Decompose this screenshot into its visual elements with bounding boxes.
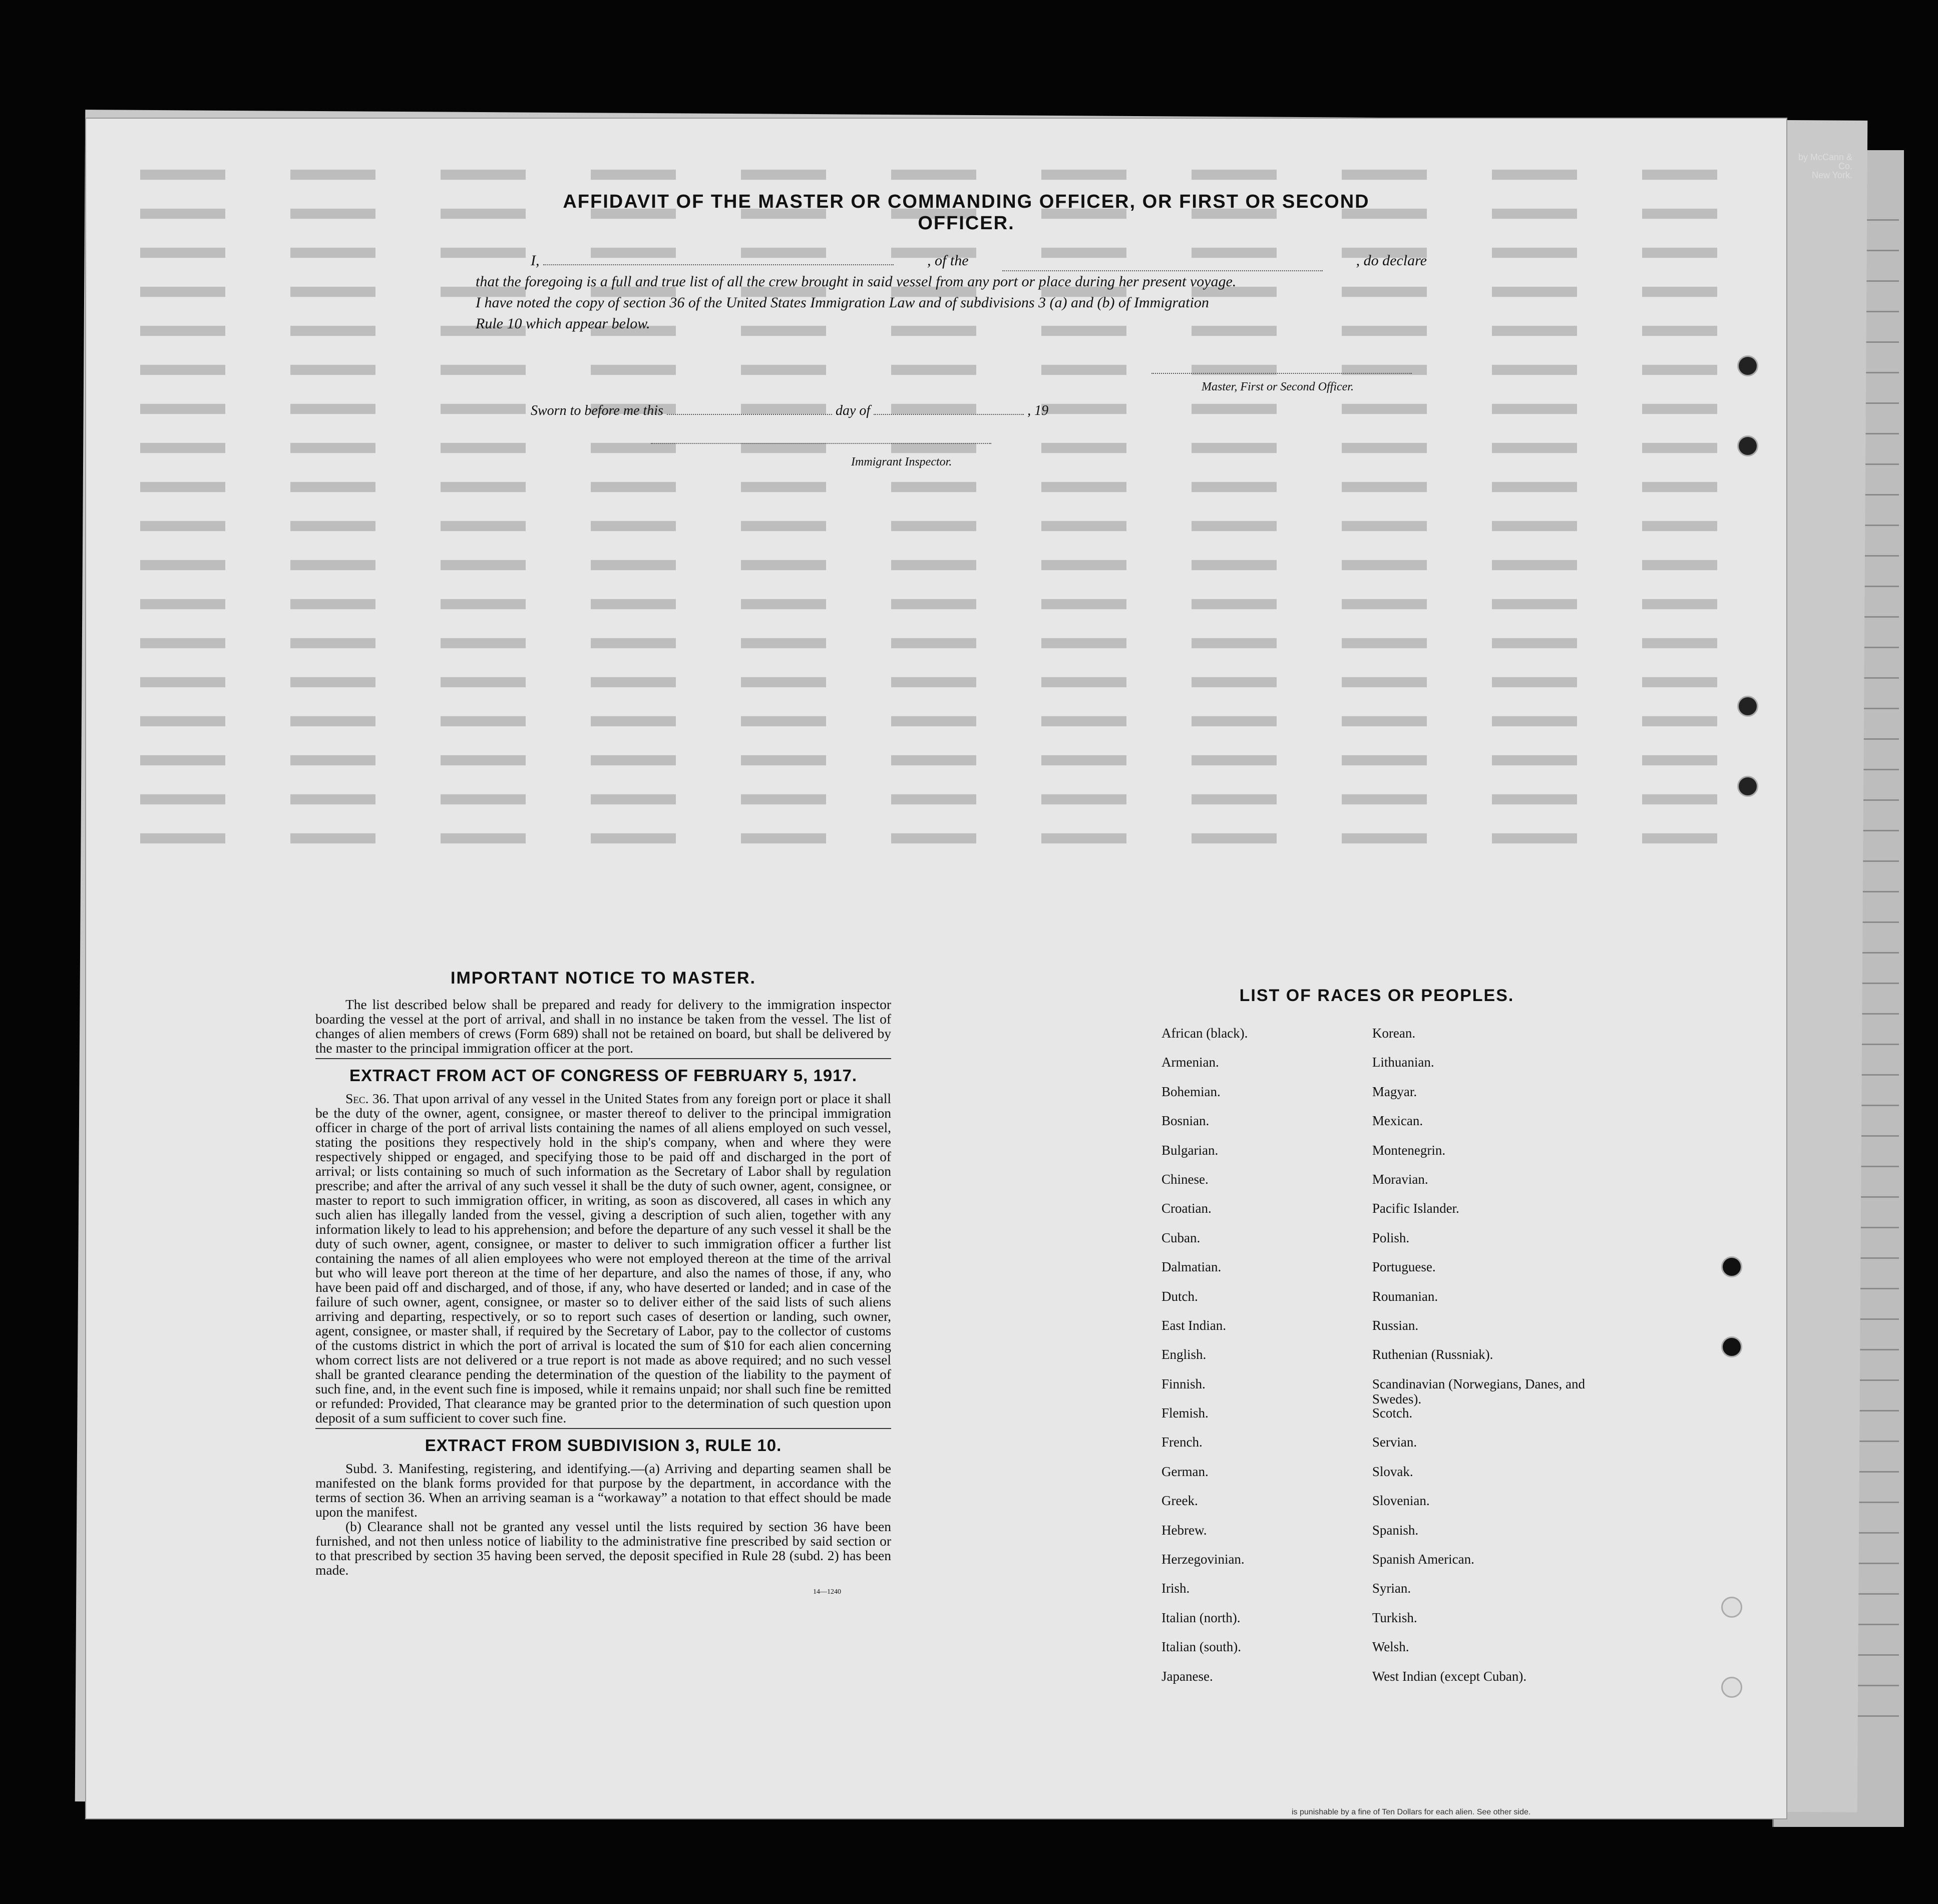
notice-title: IMPORTANT NOTICE TO MASTER. — [451, 969, 756, 988]
race-item: Finnish. — [1161, 1376, 1206, 1391]
race-item: Japanese. — [1161, 1668, 1213, 1684]
race-item: Scandinavian (Norwegians, Danes, and Swedes). — [1372, 1376, 1585, 1406]
race-item: Servian. — [1372, 1435, 1417, 1450]
race-item: Slovak. — [1372, 1464, 1413, 1479]
race-item: Cuban. — [1161, 1230, 1201, 1245]
races-column-b — [1372, 1026, 1602, 1698]
race-item: Montenegrin. — [1372, 1142, 1446, 1158]
vessel-blank[interactable] — [1002, 250, 1323, 271]
race-item: Bulgarian. — [1161, 1142, 1219, 1158]
affidavit-declare: , do declare — [1356, 252, 1427, 269]
race-item: Pacific Islander. — [1372, 1201, 1459, 1216]
race-item: German. — [1161, 1464, 1209, 1479]
race-item: Turkish. — [1372, 1610, 1417, 1625]
binder-hole — [1721, 1597, 1742, 1618]
affidavit-of-the: , of the — [927, 252, 969, 269]
binder-hole — [1721, 1256, 1742, 1277]
race-item: Roumanian. — [1372, 1288, 1438, 1304]
races-column-a — [1151, 1026, 1372, 1698]
affidavit-line-2: that the foregoing is a full and true list of all the crew brought in said vessel from any port or place during her present voyage. — [476, 273, 1237, 290]
race-item: Greek. — [1161, 1493, 1198, 1509]
binder-hole — [1737, 435, 1758, 456]
subdivision-b: (b) Clearance shall not be granted any vessel until the lists required by section 36 have been furnished, and not then unless notice of liability to the administrative fine prescribed by said section or to that prescribed by section 35 having been served, the deposit specified in Rule 28 (subd. 2) has been made. — [315, 1519, 891, 1578]
race-item: East Indian. — [1161, 1317, 1226, 1333]
race-item: Italian (south). — [1161, 1639, 1241, 1655]
act-body: That upon arrival of any vessel in the United States from any foreign port or place it shall be the duty of the owner, agent, consignee, or master thereof to deliver to the principal immigration officer in charge of the port of arrival lists containing the names of all aliens employed on such vessel, stating the positions they respectively hold in the ship's company, when and where they were respectively shipped or engaged, and specifying those to be paid off and discharged in the port of arrival; or lists containing so much of such information as the Secretary of Labor shall by regulation prescribe; and after the arrival of any such vessel it shall be the duty of such owner, agent, consignee, or master to report to such immigration officer, in writing, as soon as discovered, all cases in which any such alien has illegally landed from the vessel, giving a description of such alien, together with any information likely to lead to his apprehension; and before the departure of any such vessel it shall be the duty of such owner, agent, consignee, or master to deliver to such immigration officer a further list containing the names of all alien employees who were not employed thereon at the time of the arrival but who will leave port thereon at the time of her departure, and also the names of those, if any, who have been paid off and discharged, and of those, if any, who have deserted or landed; and in case of the failure of such owner, agent, consignee, or master so to deliver either of the said lists of such aliens arriving and departing, respectively, or so to report such cases of desertion or landing, such owner, agent, consignee, or master shall, if required by the Secretary of Labor, pay to the collector of customs of the customs district in which the port of arrival is located the sum of $10 for each alien concerning whom correct lists are not delivered or a true report is not made as above required; and no such vessel shall be granted clearance pending the determination of the question of the liability to the payment of such fine, and, in the event such fine is imposed, while it remains unpaid; nor shall such fine be remitted or refunded: Provided, That clearance may be granted prior to the determination of such question upon deposit of a sum sufficient to cover such fine. — [315, 1091, 892, 1425]
race-item: Croatian. — [1161, 1201, 1212, 1216]
divider — [315, 1058, 891, 1059]
subdivision-a: Subd. 3. Manifesting, registering, and identifying.—(a) Arriving and departing seamen shall be manifested on the blank forms provided for that purpose by the department, in accordance with the terms of section 36. When an arriving seaman is a “workaway” a notation to that effect should be made upon the manifest. — [315, 1461, 891, 1520]
race-item: Bosnian. — [1161, 1113, 1210, 1129]
race-item: Dalmatian. — [1161, 1259, 1222, 1275]
sworn-date-blank[interactable] — [667, 414, 832, 415]
sworn-line — [531, 400, 1131, 421]
act-section-36 — [315, 1091, 891, 1425]
binder-hole — [1737, 776, 1758, 797]
race-item: Polish. — [1372, 1230, 1410, 1245]
signature-blank[interactable] — [1151, 373, 1412, 374]
affidavit-i: I, — [531, 252, 540, 269]
inspector-label: Immigrant Inspector. — [851, 455, 952, 468]
affidavit-line-4: Rule 10 which appear below. — [476, 315, 650, 332]
race-item: Spanish American. — [1372, 1552, 1474, 1567]
race-item: West Indian (except Cuban). — [1372, 1668, 1527, 1684]
race-item: Mexican. — [1372, 1113, 1423, 1129]
binder-hole — [1721, 1677, 1742, 1698]
races-title: LIST OF RACES OR PEOPLES. — [1239, 986, 1514, 1005]
sworn-year: , 19 — [1027, 403, 1049, 418]
race-item: English. — [1161, 1347, 1207, 1362]
race-item: Russian. — [1372, 1317, 1419, 1333]
act-sec-label: Sec. 36. — [345, 1091, 390, 1106]
race-item: Korean. — [1372, 1026, 1416, 1041]
race-item: Welsh. — [1372, 1639, 1409, 1655]
notice-body: The list described below shall be prepared and ready for delivery to the immigration inspector boarding the vessel at the port of arrival, and shall in no instance be taken from the vessel. The list of changes of alien members of crews (Form 689) shall not be retained on board, but shall be delivered by the master to the principal immigration officer at the port. — [315, 997, 891, 1056]
affidavit-block — [476, 250, 1427, 468]
race-item: Italian (north). — [1161, 1610, 1241, 1625]
form-number: 14—1240 — [813, 1588, 841, 1596]
race-item: Armenian. — [1161, 1055, 1219, 1070]
race-item: Magyar. — [1372, 1084, 1417, 1099]
race-item: Irish. — [1161, 1581, 1190, 1596]
race-item: Hebrew. — [1161, 1522, 1207, 1538]
notice-section — [315, 969, 891, 1596]
race-item: Slovenian. — [1372, 1493, 1430, 1509]
race-item: Portuguese. — [1372, 1259, 1436, 1275]
binder-hole — [1721, 1336, 1742, 1357]
act-title: EXTRACT FROM ACT OF CONGRESS OF FEBRUARY 5, 1917. — [349, 1066, 858, 1085]
race-item: Spanish. — [1372, 1522, 1419, 1538]
printer-tag: by McCann & Co. New York. — [1798, 152, 1852, 180]
race-item: Scotch. — [1372, 1405, 1413, 1421]
divider — [315, 1428, 891, 1429]
race-item: Moravian. — [1372, 1171, 1428, 1187]
sworn-month-blank[interactable] — [874, 414, 1024, 415]
affidavit-declaration-line — [476, 250, 1427, 271]
sworn-prefix: Sworn to before me this — [531, 403, 663, 418]
affidavit-line-3: I have noted the copy of section 36 of the United States Immigration Law and of subdivisions 3 (a) and (b) of Immigration — [476, 294, 1209, 311]
signature-label: Master, First or Second Officer. — [1202, 380, 1354, 393]
race-item: Flemish. — [1161, 1405, 1209, 1421]
races-section — [1151, 986, 1602, 1698]
race-item: Herzegovinian. — [1161, 1552, 1245, 1567]
race-item: Lithuanian. — [1372, 1055, 1434, 1070]
binder-hole — [1737, 696, 1758, 717]
race-item: Chinese. — [1161, 1171, 1209, 1187]
inspector-signature-blank[interactable] — [651, 443, 991, 444]
race-item: Syrian. — [1372, 1581, 1411, 1596]
race-item: French. — [1161, 1435, 1203, 1450]
bottom-note: is punishable by a fine of Ten Dollars for each alien. See other side. — [1292, 1808, 1531, 1816]
race-item: Ruthenian (Russniak). — [1372, 1347, 1493, 1362]
race-item: African (black). — [1161, 1026, 1248, 1041]
race-item: Dutch. — [1161, 1288, 1198, 1304]
race-item: Bohemian. — [1161, 1084, 1221, 1099]
binder-hole — [1737, 355, 1758, 376]
affidavit-title: AFFIDAVIT OF THE MASTER OR COMMANDING OFFICER, OR FIRST OR SECOND OFFICER. — [563, 191, 1370, 234]
rule-title: EXTRACT FROM SUBDIVISION 3, RULE 10. — [425, 1436, 782, 1455]
name-blank[interactable] — [543, 264, 894, 265]
sworn-day: day of — [835, 403, 871, 418]
